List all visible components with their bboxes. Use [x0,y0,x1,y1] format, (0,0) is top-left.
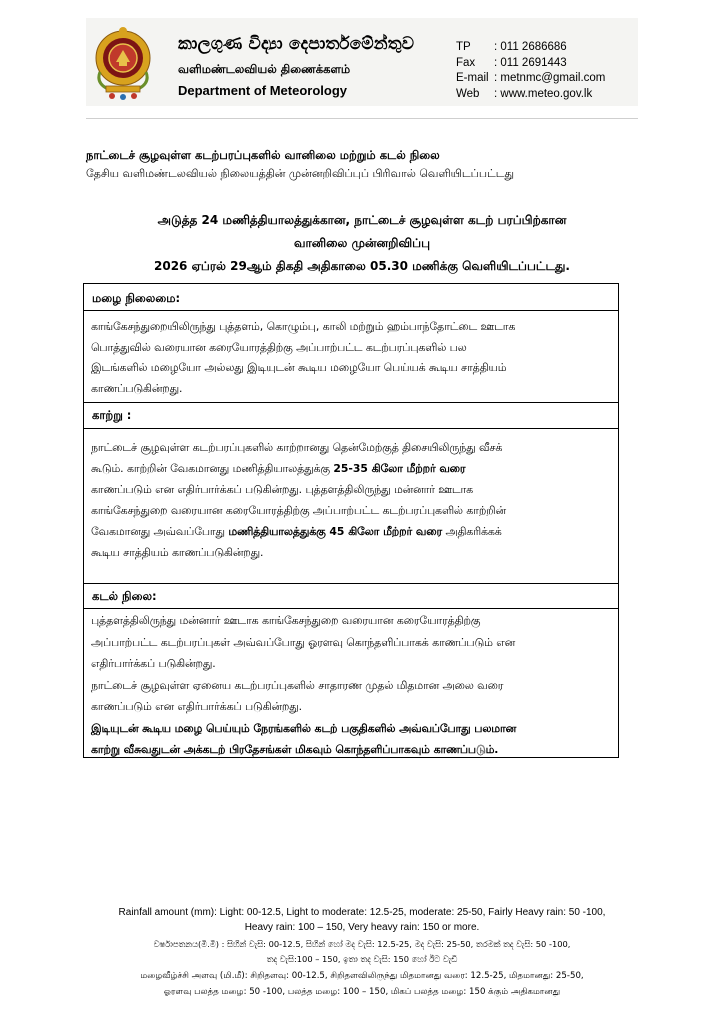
wind-gust-speed: மணித்தியாலத்துக்கு 45 கிலோ மீற்றர் வரை [228,525,443,538]
sea-section-title: கடல் நிலை: [92,589,157,603]
forecast-heading-line-1: அடுத்த 24 மணித்தியாலத்துக்கான, நாட்டைச் சூழவுள்ள கடற் பரப்பிற்கான [157,213,567,227]
sea-line: அப்பாற்பட்ட கடற்பரப்புகள் அவ்வப்போது ஓரளவு கொந்தளிப்பாகக் காணப்படும் என [91,635,516,649]
contact-value: : 011 2686686 [494,41,567,53]
footer-line: Rainfall amount (mm): Light: 00-12.5, Light to moderate: 12.5-25, moderate: 25-50, Fairly Heavy rain: 50 -100, [118,907,606,918]
rain-line: பொத்துவில் வரையான கரையோரத்திற்கு அப்பாற்பட்ட கடற்பரப்புகளில் பல [91,340,467,354]
footer-line: மழைவீழ்ச்சி அளவு (மி.மீ): சிறிதளவு: 00-12.5, சிறிதளவிலிருந்து மிதமானது வரை: 12.5-25, மிதமானது: 25-50, [140,971,584,981]
wind-line: கூடும். காற்றின் வேகமானது மணித்தியாலத்துக்கு 25-35 கிலோ மீற்றர் வரை [91,462,466,475]
wind-speed-range: 25-35 கிலோ மீற்றர் வரை [333,462,466,475]
wind-paragraph [91,437,613,563]
footer-line: වර්ෂාපතනය(මි.මී) : සිහින් වැසි: 00-12.5, සිහින් හෝ මද වැසි: 12.5-25, මද වැසි: 25-50, තරමක් තද වැසි: 50 -100, [153,939,571,949]
department-name-english: Department of Meteorology [178,83,348,98]
wind-line: காங்கேசந்துறை வரையான கரையோரத்திற்கு அப்பாற்பட்ட கடற்பரப்புகளில் காற்றின் [91,504,506,517]
contact-row-fax [456,56,605,72]
rain-paragraph [91,317,613,399]
contact-row-phone [456,40,605,56]
sea-line: காணப்படும் என எதிர்பார்க்கப் படுகின்றது. [91,700,303,713]
wind-line: காணப்படும் என எதிர்பார்க்கப் படுகின்றது. புத்தளத்திலிருந்து மன்னார் ஊடாக [91,483,474,496]
rainfall-legend-english [86,905,638,935]
rainfall-legend-tamil [86,968,638,1000]
sea-line: புத்தளத்திலிருந்து மன்னார் ஊடாக காங்கேசந்துறை வரையான கரையோரத்திற்கு [91,614,481,627]
section-divider [83,310,619,311]
section-divider [83,402,619,403]
section-divider [83,583,619,584]
rain-line: காங்கேசந்துறையிலிருந்து புத்தளம், கொழும்பு, காலி மற்றும் ஹம்பாந்தோட்டை ஊடாக [91,320,516,333]
contact-key: Fax [456,56,476,69]
contact-key: E-mail [456,72,489,84]
wind-section-title: காற்று : [92,408,132,422]
contact-row-web [456,87,605,103]
sea-line-bold: இடியுடன் கூடிய மழை பெய்யும் நேரங்களில் கடற் பகுதிகளில் அவ்வப்போது பலமான [91,721,517,735]
contact-row-email [456,71,605,87]
issue-date-line: 2026 ஏப்ரல் 29ஆம் திகதி அதிகாலை 05.30 மணிக்கு வெளியிடப்பட்டது. [154,259,570,273]
department-name-tamil: வளிமண்டலவியல் திணைக்களம் [178,62,351,76]
contact-value: : www.meteo.gov.lk [494,87,593,100]
sea-paragraph [91,610,613,761]
header-divider [86,118,638,119]
footer-line: තද වැසි:100 – 150, ඉතා තද වැසි: 150 හෝ ඊට වැඩි [266,954,458,964]
sea-line: நாட்டைச் சூழவுள்ள ஏனைய கடற்பரப்புகளில் சாதாரண முதல் மிதமான அலை வரை [91,678,504,692]
section-divider [83,428,619,429]
contact-value: : metnmc@gmail.com [494,72,606,84]
sri-lanka-emblem-icon [92,22,154,102]
rain-section-title: மழை நிலைமை: [92,291,181,305]
contact-block [456,40,605,102]
contact-key: Web [456,87,480,100]
sea-line-bold: காற்று வீசுவதுடன் அக்கடற் பிரதேசங்கள் மிகவும் கொந்தளிப்பாகவும் காணப்படும். [91,743,499,756]
footer-line: Heavy rain: 100 – 150, Very heavy rain: 150 or more. [244,922,480,933]
wind-line: வேகமானது அவ்வப்போது மணித்தியாலத்துக்கு 45 கிலோ மீற்றர் வரை அதிகரிக்கக் [91,525,502,538]
rainfall-legend-sinhala [86,937,638,967]
sea-line: எதிர்பார்க்கப் படுகின்றது. [91,657,216,670]
forecast-heading-line-2: வானிலை முன்னறிவிப்பு [293,236,431,250]
wind-line: கூடிய சாத்தியம் காணப்படுகின்றது. [91,546,264,559]
footer-line: ஓரளவு பலத்த மழை: 50 -100, பலத்த மழை: 100 – 150, மிகப் பலத்த மழை: 150 க்கும் அதிகமானது [163,987,561,997]
department-name-sinhala: කාලගුණ විද්‍යා දෙපාර්තමේන්තුව [178,34,415,54]
document-title: நாட்டைச் சூழவுள்ள கடற்பரப்புகளில் வானிலை மற்றும் கடல் நிலை [86,148,440,162]
wind-line: நாட்டைச் சூழவுள்ள கடற்பரப்புகளில் காற்றானது தென்மேற்குத் திசையிலிருந்து வீசக் [91,441,503,454]
document-subtitle: தேசிய வளிமண்டலவியல் நிலையத்தின் முன்னறிவிப்புப் பிரிவால் வெளியிடப்பட்டது [86,167,515,180]
contact-value: : 011 2691443 [494,56,567,69]
contact-key: TP [456,41,471,53]
rain-line: காணப்படுகின்றது. [91,381,183,395]
rain-line: இடங்களில் மழையோ அல்லது இடியுடன் கூடிய மழையோ பெய்யக் கூடிய சாத்தியம் [91,361,507,374]
section-divider [83,608,619,609]
